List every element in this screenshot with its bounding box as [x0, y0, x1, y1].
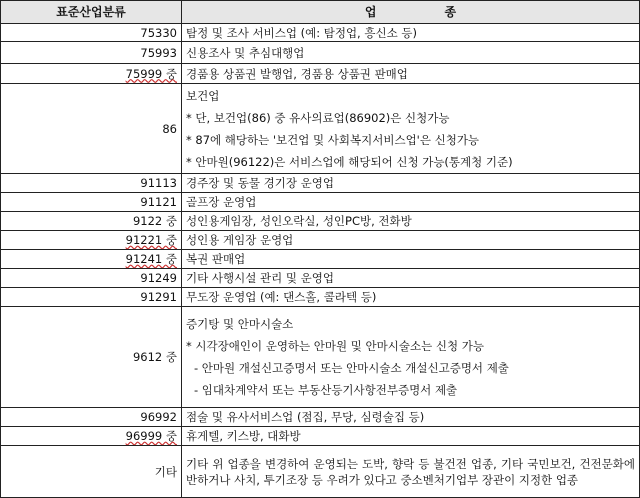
row-note: - 안마원 개설신고증명서 또는 안마시술소 개설신고증명서 제출 — [194, 361, 509, 375]
header-business — [182, 1, 640, 24]
row-code: 96992 — [1, 408, 182, 427]
row-note: * 안마원(96122)은 서비스업에 해당되어 신청 가능(통계청 기준) — [186, 154, 513, 169]
row-code: 91121 — [1, 193, 182, 212]
row-note: - 임대차계약서 또는 부동산등기사항전부증명서 제출 — [194, 383, 458, 397]
table-row — [1, 64, 640, 84]
row-code: 75993 — [1, 42, 182, 64]
row-description: 경품용 상품권 발행업, 경품용 상품권 판매업 — [182, 64, 640, 84]
table-row — [1, 84, 640, 174]
row-description: 탐정 및 조사 서비스업 (예: 탐정업, 흥신소 등) — [182, 24, 640, 42]
row-code — [1, 250, 182, 269]
table-row — [1, 42, 640, 64]
row-description: 기타 사행시설 관리 및 운영업 — [182, 269, 640, 288]
header-code: 표준산업분류 — [1, 1, 182, 24]
table-row — [1, 288, 640, 307]
row-code: 91249 — [1, 269, 182, 288]
table-row — [1, 427, 640, 446]
row-code-text: 96999 중 — [125, 429, 177, 443]
row-description — [182, 84, 640, 174]
row-code: 9122 중 — [1, 212, 182, 231]
row-code: 75330 — [1, 24, 182, 42]
row-description: 복권 판매업 — [182, 250, 640, 269]
row-description: 기타 위 업종을 변경하여 운영되는 도박, 향락 등 불건전 업종, 기타 국민보건, 건전문화에 반하거나 사치, 투기조장 등 우려가 있다고 중소벤처기업부 장관이 지정한 업종 — [182, 446, 640, 498]
row-description: 점술 및 유사서비스업 (점집, 무당, 심령술집 등) — [182, 408, 640, 427]
table-row — [1, 212, 640, 231]
row-description — [182, 307, 640, 408]
row-code: 91113 — [1, 174, 182, 193]
row-code: 기타 — [1, 446, 182, 498]
table-row — [1, 446, 640, 498]
row-note: * 시각장애인이 운영하는 안마원 및 안마시술소는 신청 가능 — [186, 339, 484, 353]
table-row — [1, 250, 640, 269]
row-line: 증기탕 및 안마시술소 — [186, 317, 294, 331]
row-code — [1, 64, 182, 84]
row-code: 86 — [1, 84, 182, 174]
table-row — [1, 269, 640, 288]
row-description: 휴게텔, 키스방, 대화방 — [182, 427, 640, 446]
row-code-text: 91241 중 — [125, 252, 177, 266]
row-line: 보건업 — [186, 88, 220, 103]
table-row — [1, 307, 640, 408]
table-row — [1, 174, 640, 193]
table-row — [1, 408, 640, 427]
row-description: 경주장 및 동물 경기장 운영업 — [182, 174, 640, 193]
row-code — [1, 427, 182, 446]
row-code: 91291 — [1, 288, 182, 307]
row-description: 골프장 운영업 — [182, 193, 640, 212]
row-code-text: 91221 중 — [125, 233, 177, 247]
row-description: 무도장 운영업 (예: 댄스홀, 콜라텍 등) — [182, 288, 640, 307]
table-header-row — [1, 1, 640, 24]
row-description: 성인용게임장, 성인오락실, 성인PC방, 전화방 — [182, 212, 640, 231]
header-business-right: 종 — [444, 5, 457, 19]
table-row — [1, 231, 640, 250]
row-code: 9612 중 — [1, 307, 182, 408]
row-description: 신용조사 및 추심대행업 — [182, 42, 640, 64]
row-code — [1, 231, 182, 250]
table-row — [1, 24, 640, 42]
row-note: * 단, 보건업(86) 중 유사의료업(86902)은 신청가능 — [186, 110, 450, 125]
header-business-left: 업 — [364, 5, 377, 19]
row-description: 성인용 게임장 운영업 — [182, 231, 640, 250]
row-note: * 87에 해당하는 '보건업 및 사회복지서비스업'은 신청가능 — [186, 132, 480, 147]
table-row — [1, 193, 640, 212]
row-code-text: 75999 중 — [125, 66, 177, 81]
